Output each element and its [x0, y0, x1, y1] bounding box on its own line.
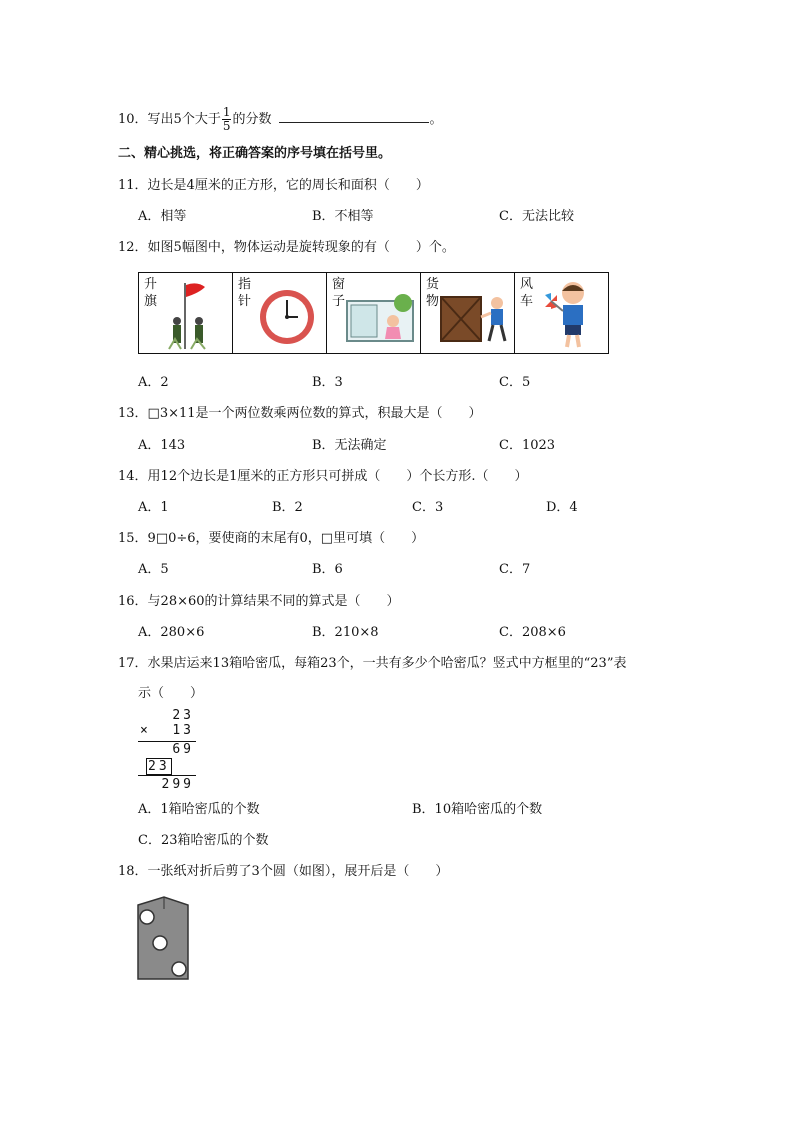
- q12-option-b[interactable]: B．3: [312, 375, 343, 390]
- question-13: 13．□3×11是一个两位数乘两位数的算式，积最大是（ ）: [118, 406, 482, 421]
- pic-label: 窗子: [332, 277, 346, 309]
- q14-option-c[interactable]: C．3: [412, 500, 444, 515]
- window-icon: [345, 293, 415, 343]
- q14-option-a[interactable]: A．1: [138, 500, 169, 515]
- q16-option-b[interactable]: B．210×8: [312, 625, 379, 640]
- q13-option-a[interactable]: A．143: [138, 438, 186, 453]
- q16-option-c[interactable]: C．208×6: [499, 625, 566, 640]
- flag-raising-icon: [165, 281, 225, 351]
- q16-option-a[interactable]: A．280×6: [138, 625, 205, 640]
- question-15: 15．9□0÷6，要使商的末尾有0，□里可填（ ）: [118, 531, 425, 546]
- q15-option-c[interactable]: C．7: [499, 562, 531, 577]
- q10-end: 。: [429, 112, 443, 127]
- q15-option-b[interactable]: B．6: [312, 562, 343, 577]
- q13-option-c[interactable]: C．1023: [499, 438, 556, 453]
- calc-partial-1: 69: [172, 742, 194, 757]
- q14-option-b[interactable]: B．2: [272, 500, 303, 515]
- folded-paper-icon: [136, 895, 192, 981]
- pic-window: [327, 273, 421, 353]
- fraction-one-fifth: [222, 106, 232, 133]
- question-14: 14．用12个边长是1厘米的正方形只可拼成（ ）个长方形.（ ）: [118, 469, 528, 484]
- q11-option-b[interactable]: B．不相等: [312, 209, 374, 224]
- fraction-numerator: 1: [222, 105, 231, 119]
- pic-cargo: [421, 273, 515, 353]
- pic-label: 升旗: [144, 277, 158, 309]
- question-18: 18．一张纸对折后剪了3个圆（如图），展开后是（ ）: [118, 864, 449, 879]
- clock-icon: [258, 288, 316, 346]
- q11-option-a[interactable]: A．相等: [138, 209, 187, 224]
- question-17-line-1: 17．水果店运来13箱哈密瓜，每箱23个，一共有多少个哈密瓜？竖式中方框里的“23”表: [118, 656, 627, 671]
- question-10: [118, 106, 443, 133]
- pic-label: 货物: [426, 277, 440, 309]
- picture-table: [138, 272, 609, 354]
- q10-suffix: 的分数: [232, 112, 272, 127]
- pic-label: 风车: [520, 277, 534, 309]
- pic-clock-hand: [233, 273, 327, 353]
- q14-option-d[interactable]: D．4: [546, 500, 578, 515]
- q17-option-c[interactable]: C．23箱哈密瓜的个数: [138, 833, 269, 848]
- q12-option-a[interactable]: A．2: [138, 375, 169, 390]
- q10-prefix: 10．写出5个大于: [118, 112, 221, 127]
- q12-option-c[interactable]: C．5: [499, 375, 531, 390]
- q17-option-a[interactable]: A．1箱哈密瓜的个数: [138, 802, 260, 817]
- calc-boxed-partial: 23: [148, 759, 170, 774]
- question-16: 16．与28×60的计算结果不同的算式是（ ）: [118, 594, 400, 609]
- question-12: 12．如图5幅图中，物体运动是旋转现象的有（ ）个。: [118, 240, 455, 255]
- pinwheel-boy-icon: [543, 279, 603, 349]
- q11-option-c[interactable]: C．无法比较: [499, 209, 574, 224]
- vertical-calculation: [138, 708, 198, 798]
- calc-rule-2: [138, 775, 196, 776]
- pic-flag-raising: [139, 273, 233, 353]
- section-2-title: 二、精心挑选，将正确答案的序号填在括号里。: [118, 146, 392, 161]
- calc-times-sign: ×: [140, 723, 148, 738]
- question-11: 11．边长是4厘米的正方形，它的周长和面积（ ）: [118, 178, 429, 193]
- fraction-denominator: 5: [222, 119, 231, 133]
- q15-option-a[interactable]: A．5: [138, 562, 169, 577]
- answer-blank[interactable]: [279, 110, 429, 123]
- calc-multiplicand: 23: [172, 708, 194, 723]
- pic-label: 指针: [238, 277, 252, 309]
- question-17-line-2: 示（ ）: [138, 686, 204, 701]
- q17-option-b[interactable]: B．10箱哈密瓜的个数: [412, 802, 543, 817]
- calc-product: 299: [161, 777, 194, 792]
- cargo-box-icon: [439, 293, 513, 345]
- calc-multiplier: 13: [172, 723, 194, 738]
- pic-pinwheel: [515, 273, 608, 353]
- q13-option-b[interactable]: B．无法确定: [312, 438, 387, 453]
